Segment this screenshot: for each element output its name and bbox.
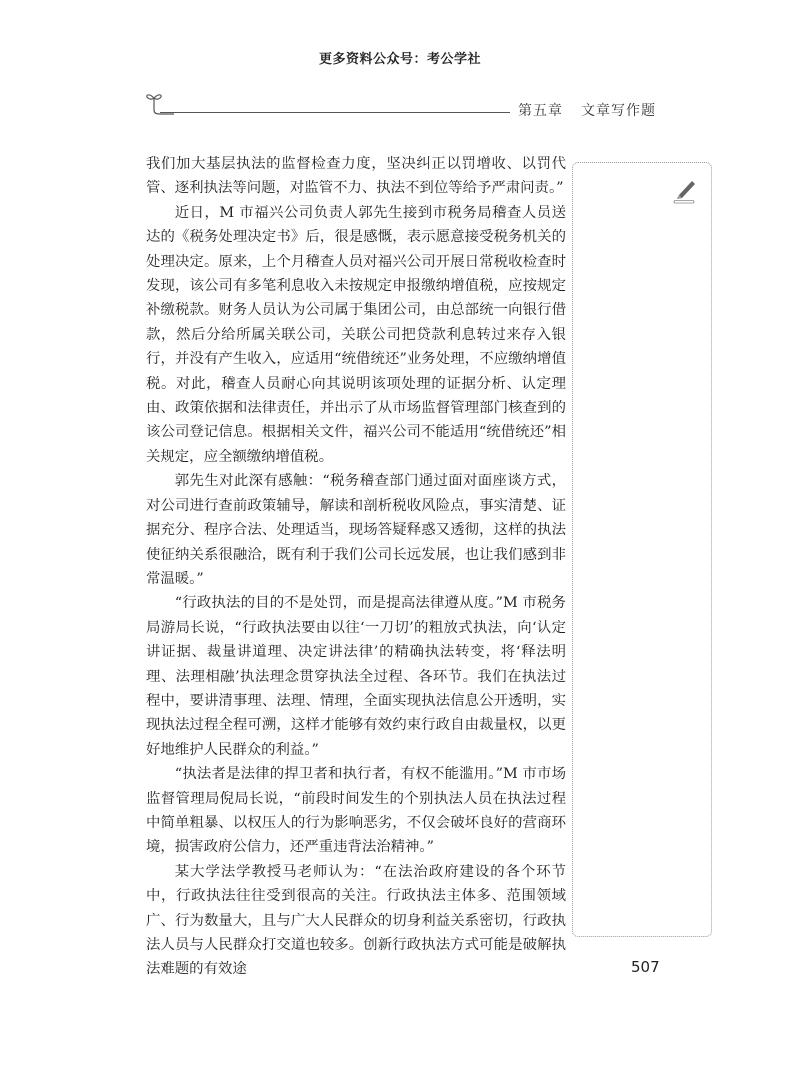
article-body — [146, 152, 566, 982]
header-rule — [160, 112, 510, 113]
paragraph: “行政执法的目的不是处罚，而是提高法律遵从度。”M 市税务局游局长说，“行政执法要由以往‘一刀切’的粗放式执法，向‘认定讲证据、裁量讲道理、决定讲法律’的精确执法转变，将‘释法明理、法理相融’执法理念贯穿执法全过程、各环节。我们在执法过程中，要讲清事理、法理、情理，全面实现执法信息公开透明，实现执法过程全程可溯，这样才能够有效约束行政自由裁量权，以更好地维护人民群众的利益。” — [146, 595, 566, 758]
paragraph: 某大学法学教授马老师认为：“在法治政府建设的各个环节中，行政执法往往受到很高的关注。行政执法主体多、范围领域广、行为数量大，且与广大人民群众的切身利益关系密切，行政执法人员与人民群众打交道也较多。创新行政执法方式可能是破解执法难题的有效途 — [146, 863, 566, 978]
pencil-icon — [672, 176, 698, 204]
watermark-text: 更多资料公众号：考公学社 — [318, 52, 481, 67]
chapter-label — [518, 100, 656, 120]
paragraph: “执法者是法律的捍卫者和执行者，有权不能滥用。”M 市市场监督管理局倪局长说，“前段时间发生的个别执法人员在执法过程中简单粗暴、以权压人的行为影响恶劣，不仅会破坏良好的营商环境，损害政府公信力，还严重违背法治精神。” — [146, 766, 566, 856]
paragraph: 郭先生对此深有感触：“税务稽查部门通过面对面座谈方式，对公司进行查前政策辅导，解读和剖析税收风险点，事实清楚、证据充分、程序合法、处理适当，现场答疑释惑又透彻，这样的执法使征纳关系很融洽，既有利于我们公司长远发展，也让我们感到非常温暖。” — [146, 473, 566, 587]
chapter-number: 第五章 — [518, 103, 563, 119]
page-number: 507 — [631, 958, 660, 976]
chapter-title: 文章写作题 — [581, 103, 656, 119]
paragraph: 近日，M 市福兴公司负责人郭先生接到市税务局稽查人员送达的《税务处理决定书》后，很是感慨，表示愿意接受税务机关的处理决定。原来，上个月稽查人员对福兴公司开展日常税收检查时发现，该公司有多笔利息收入未按规定申报缴纳增值税，应按规定补缴税款。财务人员认为公司属于集团公司，由总部统一向银行借款，然后分给所属关联公司，关联公司把贷款利息转过来存入银行，并没有产生收入，应适用“统借统还”业务处理，不应缴纳增值税。对此，稽查人员耐心向其说明该项处理的证据分析、认定理由、政策依据和法律责任，并出示了从市场监督管理部门核查到的该公司登记信息。根据相关文件，福兴公司不能适用“统借统还”相关规定，应全额缴纳增值税。 — [146, 204, 566, 465]
chapter-header — [138, 84, 698, 120]
paragraph: 我们加大基层执法的监督检查力度，坚决纠正以罚增收、以罚代管、逐利执法等问题，对监管不力、执法不到位等给予严肃问责。” — [146, 156, 566, 197]
notes-margin-box — [572, 162, 712, 937]
